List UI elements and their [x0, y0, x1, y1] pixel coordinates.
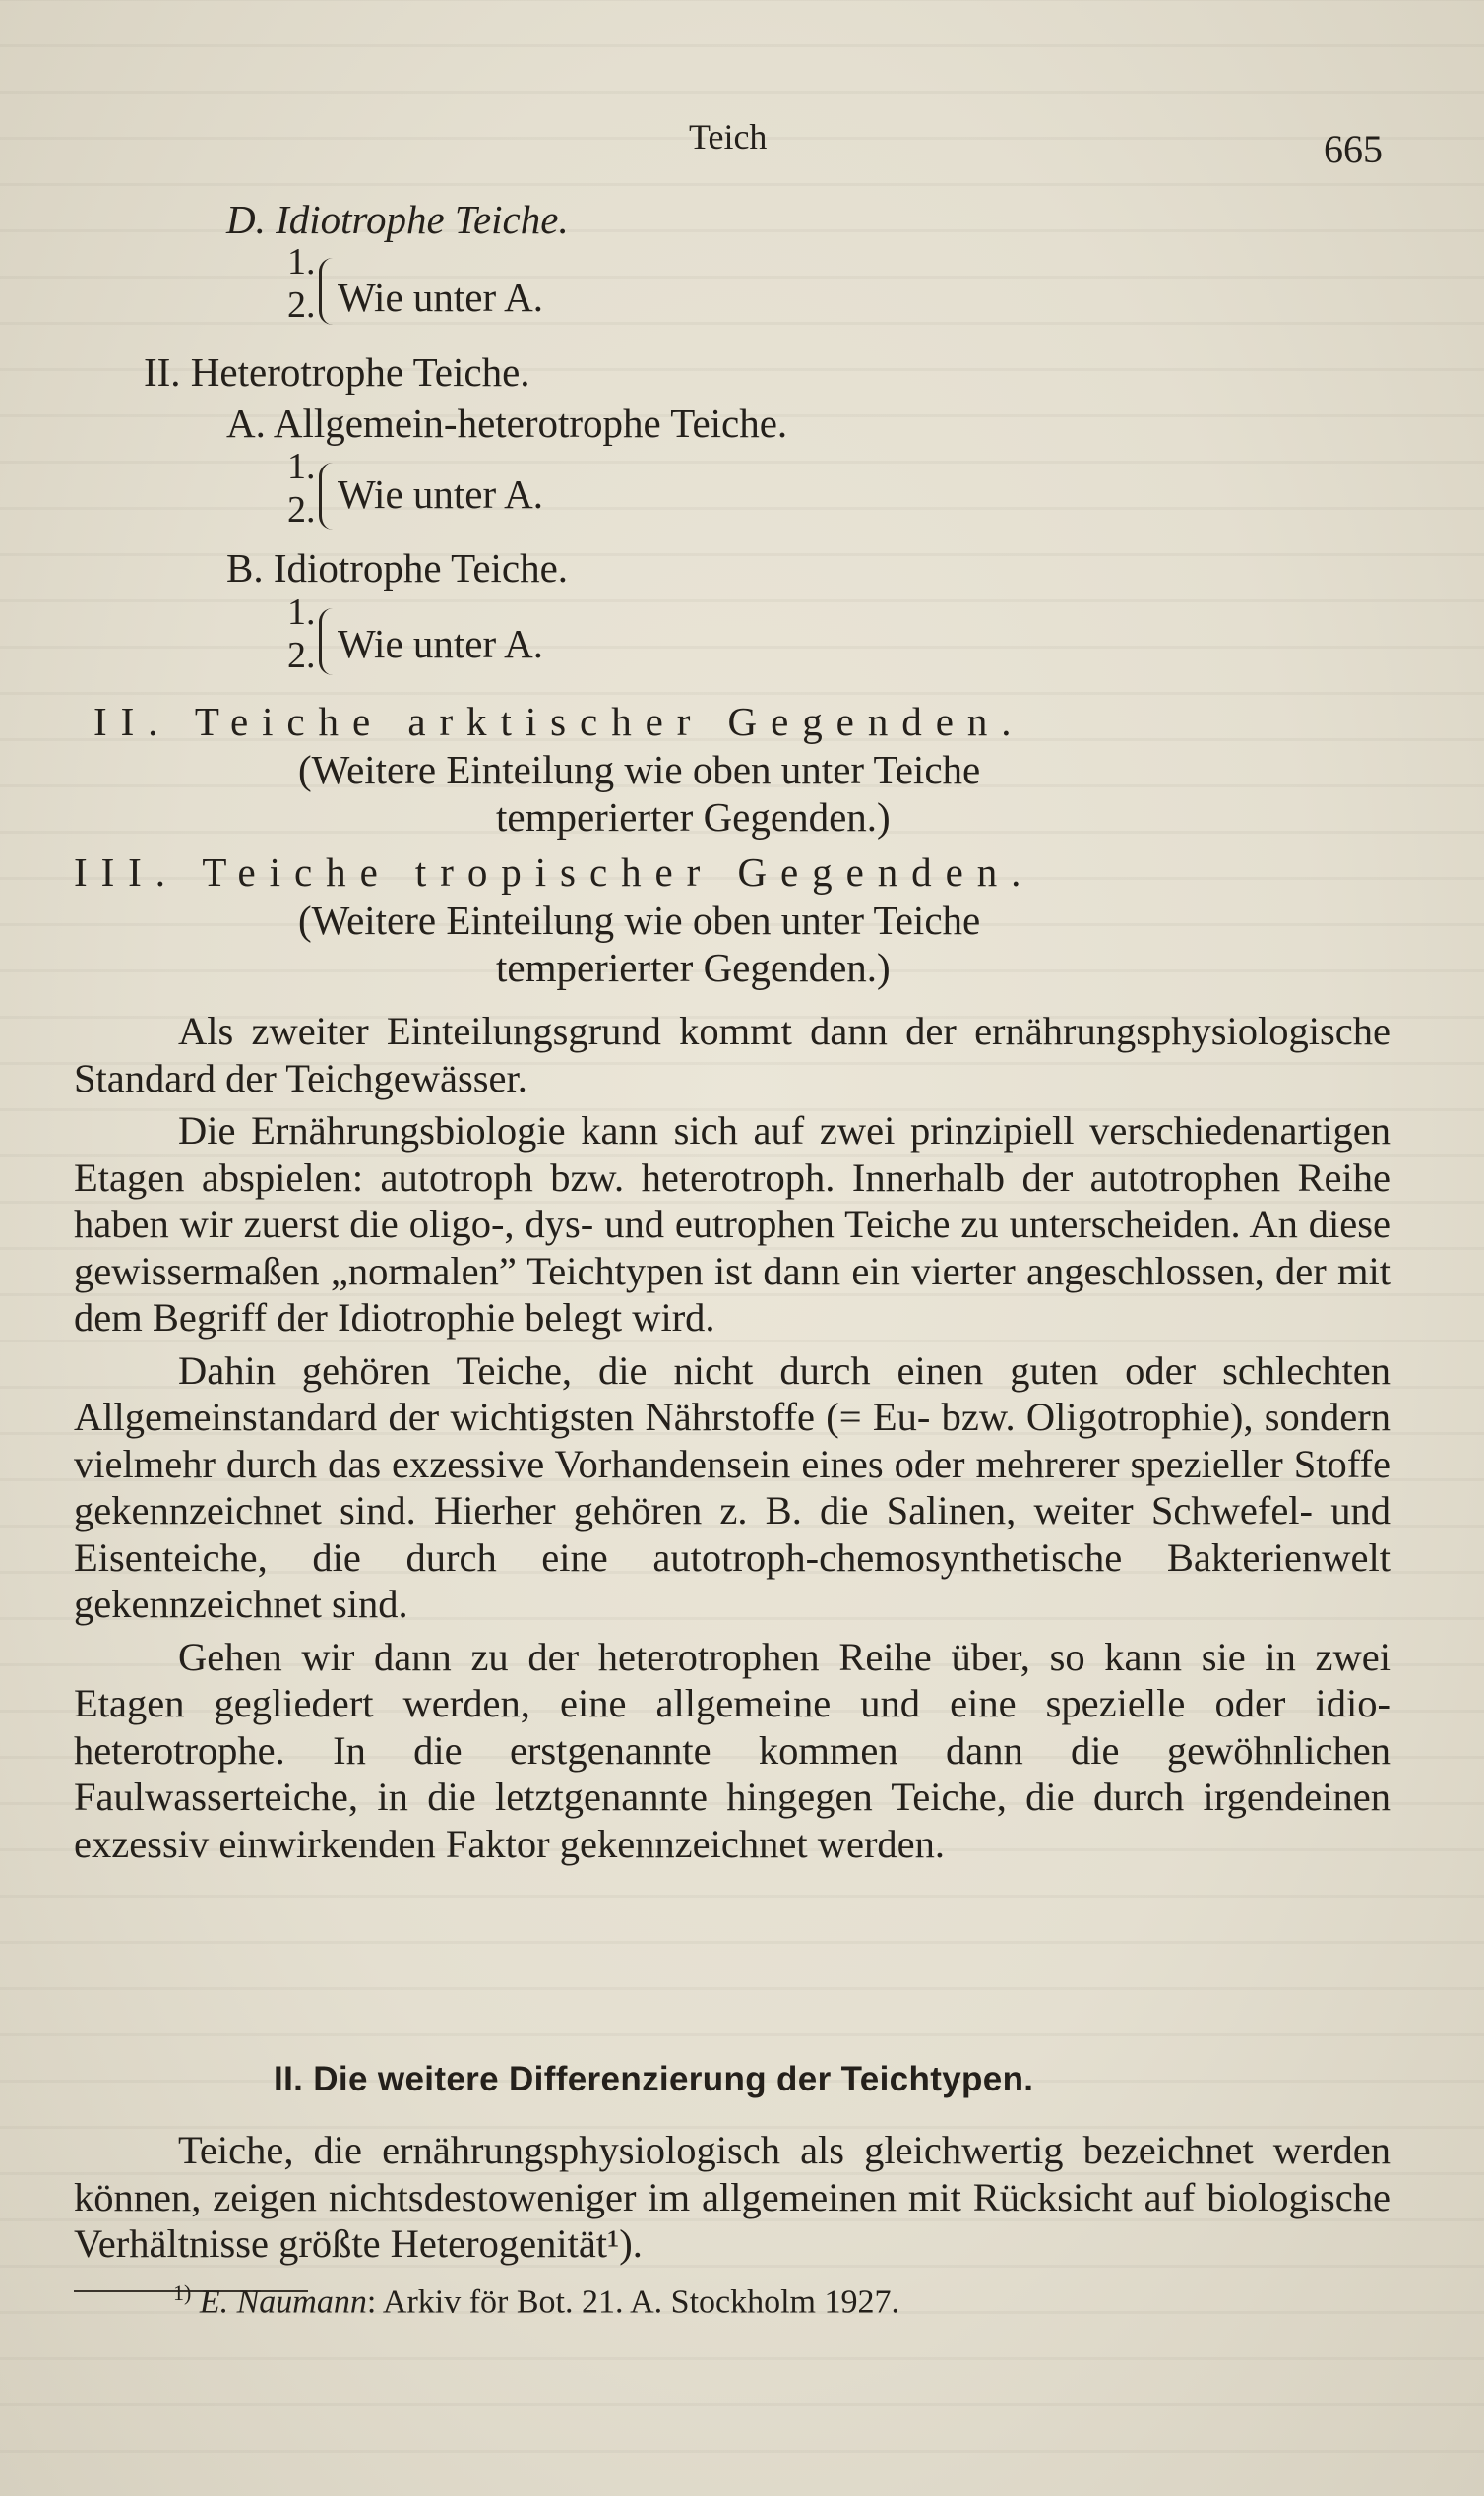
- outline-numbers-a: 1. 2.: [287, 446, 316, 530]
- outline-brace-d: [319, 258, 334, 325]
- outline-d-idiotrophe: D. Idiotrophe Teiche.: [226, 197, 569, 242]
- outline-wie-unter-a-b: Wie unter A.: [338, 621, 543, 666]
- footnote-reference: : Arkiv för Bot. 21. A. Stockholm 1927.: [366, 2283, 900, 2321]
- footnote-mark: 1): [173, 2280, 192, 2305]
- outline-weitere-einteilung-arktisch: (Weitere Einteilung wie oben unter Teiche: [298, 747, 981, 792]
- outline-wie-unter-a-d: Wie unter A.: [338, 275, 543, 320]
- body-text: [74, 1008, 1391, 1867]
- outline-numbers-d: 1. 2.: [287, 241, 316, 326]
- outline-temperierter-tropisch: temperierter Gegenden.): [496, 945, 891, 990]
- outline-a-allgemein: A. Allgemein-heterotrophe Teiche.: [226, 401, 788, 446]
- section-heading: II. Die weitere Differenzierung der Teichtypen.: [274, 2060, 1034, 2098]
- paragraph-einteilungsgrund: Als zweiter Einteilungsgrund kommt dann der ernährungsphysiologische Standard der Teichgewässer.: [74, 1009, 1391, 1100]
- footnote-author: E. Naumann: [199, 2283, 367, 2321]
- outline-wie-unter-a-a: Wie unter A.: [338, 471, 543, 517]
- outline-brace-b: [319, 608, 334, 675]
- outline-iii-tropisch: III. Teiche tropischer Gegenden.: [74, 849, 1035, 895]
- paragraph-dahin-gehoeren: Dahin gehören Teiche, die nicht durch einen guten oder schlechten Allgemeinstandard der wichtigsten Nährstoffe (= Eu- bzw. Oligotrophie), sondern vielmehr durch das exzessive Vorhandensein eines oder mehrerer spezieller Stoffe gekennzeichnet sind. Hierher gehören z. B. die Salinen, weiter Schwefel- und Eisenteiche, die durch eine autotroph-chemosynthetische Bakterienwelt gekennzeichnet sind.: [74, 1347, 1391, 1626]
- paragraph-heterotrophe-reihe: Gehen wir dann zu der heterotrophen Reihe über, so kann sie in zwei Etagen gegliedert werden, eine allgemeine und eine spezielle oder idio-heterotrophe. In die erstgenannte kommen dann die gewöhnlichen Faulwasserteiche, in die letztgenannte hingegen Teiche, die durch irgendeinen exzessiv einwirkenden Faktor gekennzeichnet werden.: [74, 1634, 1391, 1866]
- running-title: Teich: [689, 117, 768, 156]
- paragraph-heterogenitaet: Teiche, die ernährungsphysiologisch als gleichwertig bezeichnet werden können, zeigen nichtsdestoweniger im allgemeinen mit Rücksicht auf biologische Verhältnisse größte Heterogenität¹).: [74, 2128, 1391, 2266]
- paragraph-ernaehrungsbiologie: Die Ernährungsbiologie kann sich auf zwei prinzipiell verschiedenartigen Etagen abspielen: autotroph bzw. heterotroph. Innerhalb der autotrophen Reihe haben wir zuerst die oligo-, dys- und eutrophen Teiche zu unterscheiden. An diese gewissermaßen „normalen” Teichtypen ist dann ein vierter angeschlossen, der mit dem Begriff der Idiotrophie belegt wird.: [74, 1108, 1391, 1340]
- outline-brace-a: [319, 463, 334, 530]
- outline-temperierter-arktisch: temperierter Gegenden.): [496, 794, 891, 840]
- outline-ii-arktisch: II. Teiche arktischer Gegenden.: [93, 699, 1025, 744]
- outline-ii-heterotrophe: II. Heterotrophe Teiche.: [144, 349, 530, 395]
- outline-weitere-einteilung-tropisch: (Weitere Einteilung wie oben unter Teiche: [298, 898, 981, 943]
- section-body: [74, 2127, 1391, 2268]
- footnote: [173, 2280, 899, 2321]
- outline-b-idiotrophe: B. Idiotrophe Teiche.: [226, 545, 569, 591]
- page-number: 665: [1324, 127, 1383, 171]
- outline-numbers-b: 1. 2.: [287, 592, 316, 676]
